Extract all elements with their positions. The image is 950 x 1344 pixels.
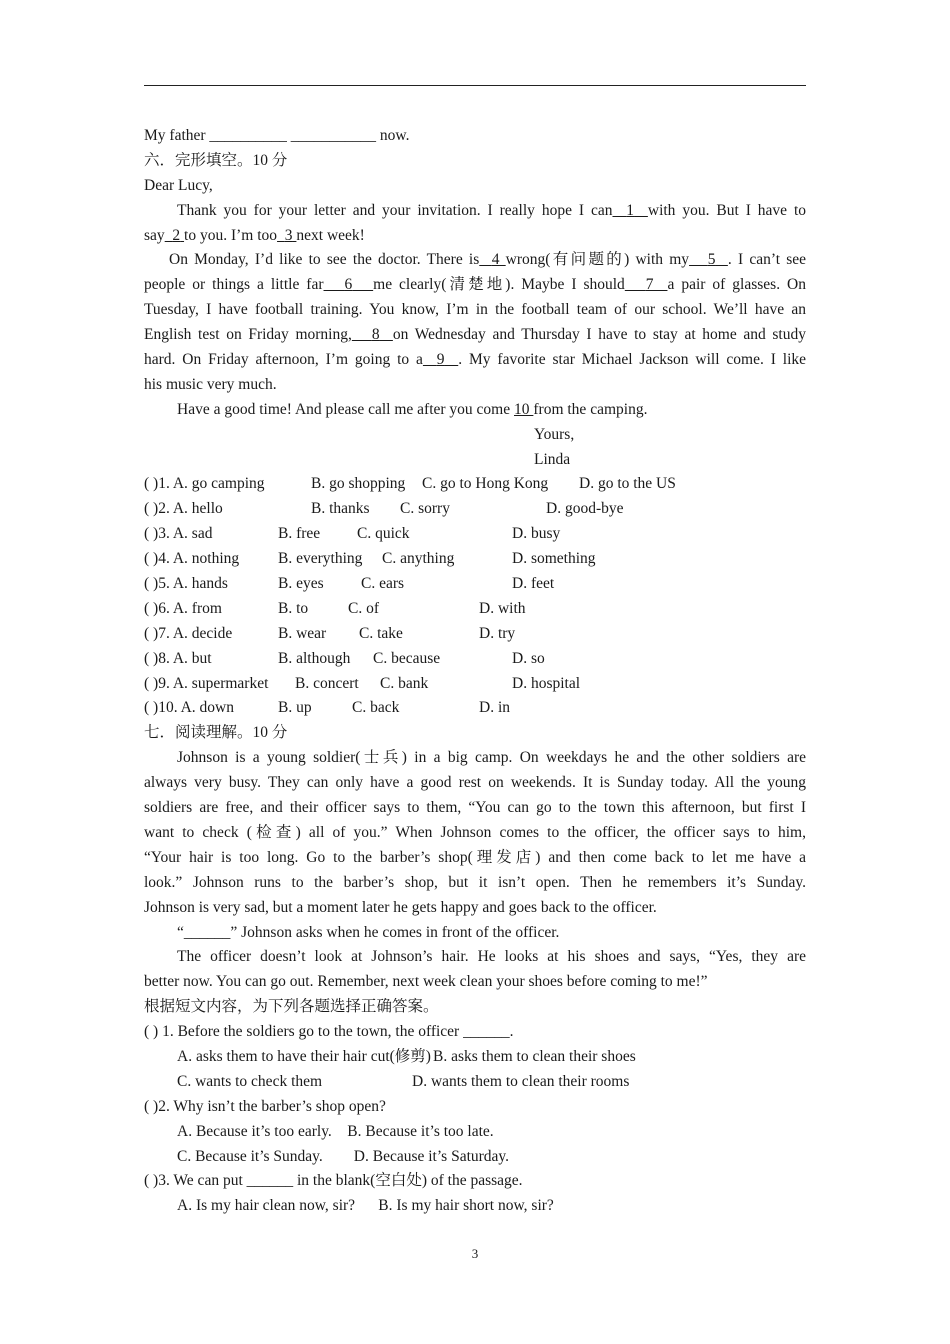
letter-line: Have a good time! And please call me after you come 10 from the camping. <box>177 400 648 418</box>
cloze-question: ( )3. A. sad B. free C. quick D. busy <box>144 525 561 543</box>
blank-3: 3 <box>284 226 293 244</box>
reading-question-2: ( )2. Why isn’t the barber’s shop open? <box>144 1097 386 1115</box>
passage-line: The officer doesn’t look at Johnson’s hair. He looks at his shoes and says, “Yes, they are <box>177 948 806 966</box>
blank-1: 1 <box>626 201 635 219</box>
blank-6: 6 <box>344 276 353 294</box>
reading-options: A. asks them to have their hair cut(修剪) B. asks them to clean their shoes <box>177 1047 636 1065</box>
cloze-question: ( )7. A. decide B. wear C. take D. try <box>144 624 516 642</box>
blank-10: 10 <box>514 400 530 418</box>
blank-8: 8 <box>371 326 380 344</box>
letter-line: On Monday, I’d like to see the doctor. There is 4 wrong(有问题的) with my 5 . I can’t see <box>169 251 807 269</box>
passage-line: always very busy. They can only have a good rest on weekends. It is Sunday today. All the young <box>144 774 806 792</box>
letter-closing: Yours, <box>534 425 575 443</box>
passage-line: look.” Johnson runs to the barber’s shop, but it isn’t open. Then he remembers it’s Sunday. <box>144 873 806 891</box>
passage-line: Johnson is very sad, but a moment later he gets happy and goes back to the officer. <box>144 898 657 916</box>
letter-greeting: Dear Lucy, <box>144 176 213 194</box>
letter-line: English test on Friday morning, 8 on Wednesday and Thursday I have to stay at home and study <box>144 326 806 344</box>
header-rule <box>144 85 806 86</box>
passage-line: Johnson is a young soldier(士兵) in a big camp. On weekdays he and the other soldiers are <box>177 749 806 767</box>
page-content <box>144 124 806 1219</box>
passage-line: want to check (检查) all of you.” When Johnson comes to the officer, the officer says to him, <box>144 823 806 841</box>
cloze-question: ( )5. A. hands B. eyes C. ears D. feet <box>144 575 555 593</box>
letter-line: his music very much. <box>144 375 277 393</box>
page-number: 3 <box>471 1246 479 1261</box>
reading-question-3: ( )3. We can put ______ in the blank(空白处) of the passage. <box>144 1172 523 1190</box>
blank-7: 7 <box>645 276 654 294</box>
reading-instruction: 根据短文内容，为下列各题选择正确答案。 <box>144 998 439 1016</box>
section7-heading: 七．阅读理解。10 分 <box>144 724 288 742</box>
blank-9: 9 <box>436 351 445 369</box>
cloze-question: ( )9. A. supermarket B. concert C. bank D. hospital <box>144 674 581 692</box>
top-line: My father __________ ___________ now. <box>144 127 410 144</box>
blank-5: 5 <box>707 251 716 269</box>
letter-line: people or things a little far 6 me clearly(清楚地). Maybe I should 7 a pair of glasses. On <box>144 276 807 294</box>
reading-options: A. Is my hair clean now, sir? B. Is my hair short now, sir? <box>177 1197 554 1215</box>
cloze-question: ( )10. A. down B. up C. back D. in <box>144 699 510 717</box>
passage-line: “Your hair is too long. Go to the barber’s shop(理发店) and then come back to let me have a <box>144 848 806 866</box>
section6-heading: 六．完形填空。10 分 <box>144 151 288 169</box>
cloze-question: ( )2. A. hello B. thanks C. sorry D. good-bye <box>144 500 624 518</box>
passage-line: better now. You can go out. Remember, next week clean your shoes before coming to me!” <box>144 973 708 991</box>
reading-options: C. wants to check them D. wants them to clean their rooms <box>177 1072 630 1090</box>
letter-line: hard. On Friday afternoon, I’m going to a 9 . My favorite star Michael Jackson will come. I like <box>144 351 807 369</box>
letter-signature: Linda <box>534 450 571 468</box>
cloze-question: ( )4. A. nothing B. everything C. anything D. something <box>144 550 596 568</box>
passage-line: soldiers are free, and their officer says to them, “You can go to the town this afternoon, but first I <box>144 799 806 817</box>
reading-options: C. Because it’s Sunday. D. Because it’s Saturday. <box>177 1147 510 1165</box>
blank-2: 2 <box>172 226 181 244</box>
reading-question-1: ( ) 1. Before the soldiers go to the town, the officer ______. <box>144 1023 514 1041</box>
reading-options: A. Because it’s too early. B. Because it’s too late. <box>177 1122 494 1140</box>
passage-line: “______” Johnson asks when he comes in front of the officer. <box>177 923 560 941</box>
cloze-question: ( )1. A. go camping B. go shopping C. go to Hong Kong D. go to the US <box>144 475 676 493</box>
letter-line: Tuesday, I have football training. You know, I’m in the football team of our school. We’ll have an <box>144 301 806 319</box>
cloze-question: ( )8. A. but B. although C. because D. so <box>144 649 545 667</box>
letter-line: say 2 to you. I’m too 3 next week! <box>144 226 365 244</box>
blank-4: 4 <box>491 251 500 269</box>
letter-line: Thank you for your letter and your invitation. I really hope I can 1 with you. But I have to <box>177 201 806 219</box>
cloze-question: ( )6. A. from B. to C. of D. with <box>144 599 526 617</box>
